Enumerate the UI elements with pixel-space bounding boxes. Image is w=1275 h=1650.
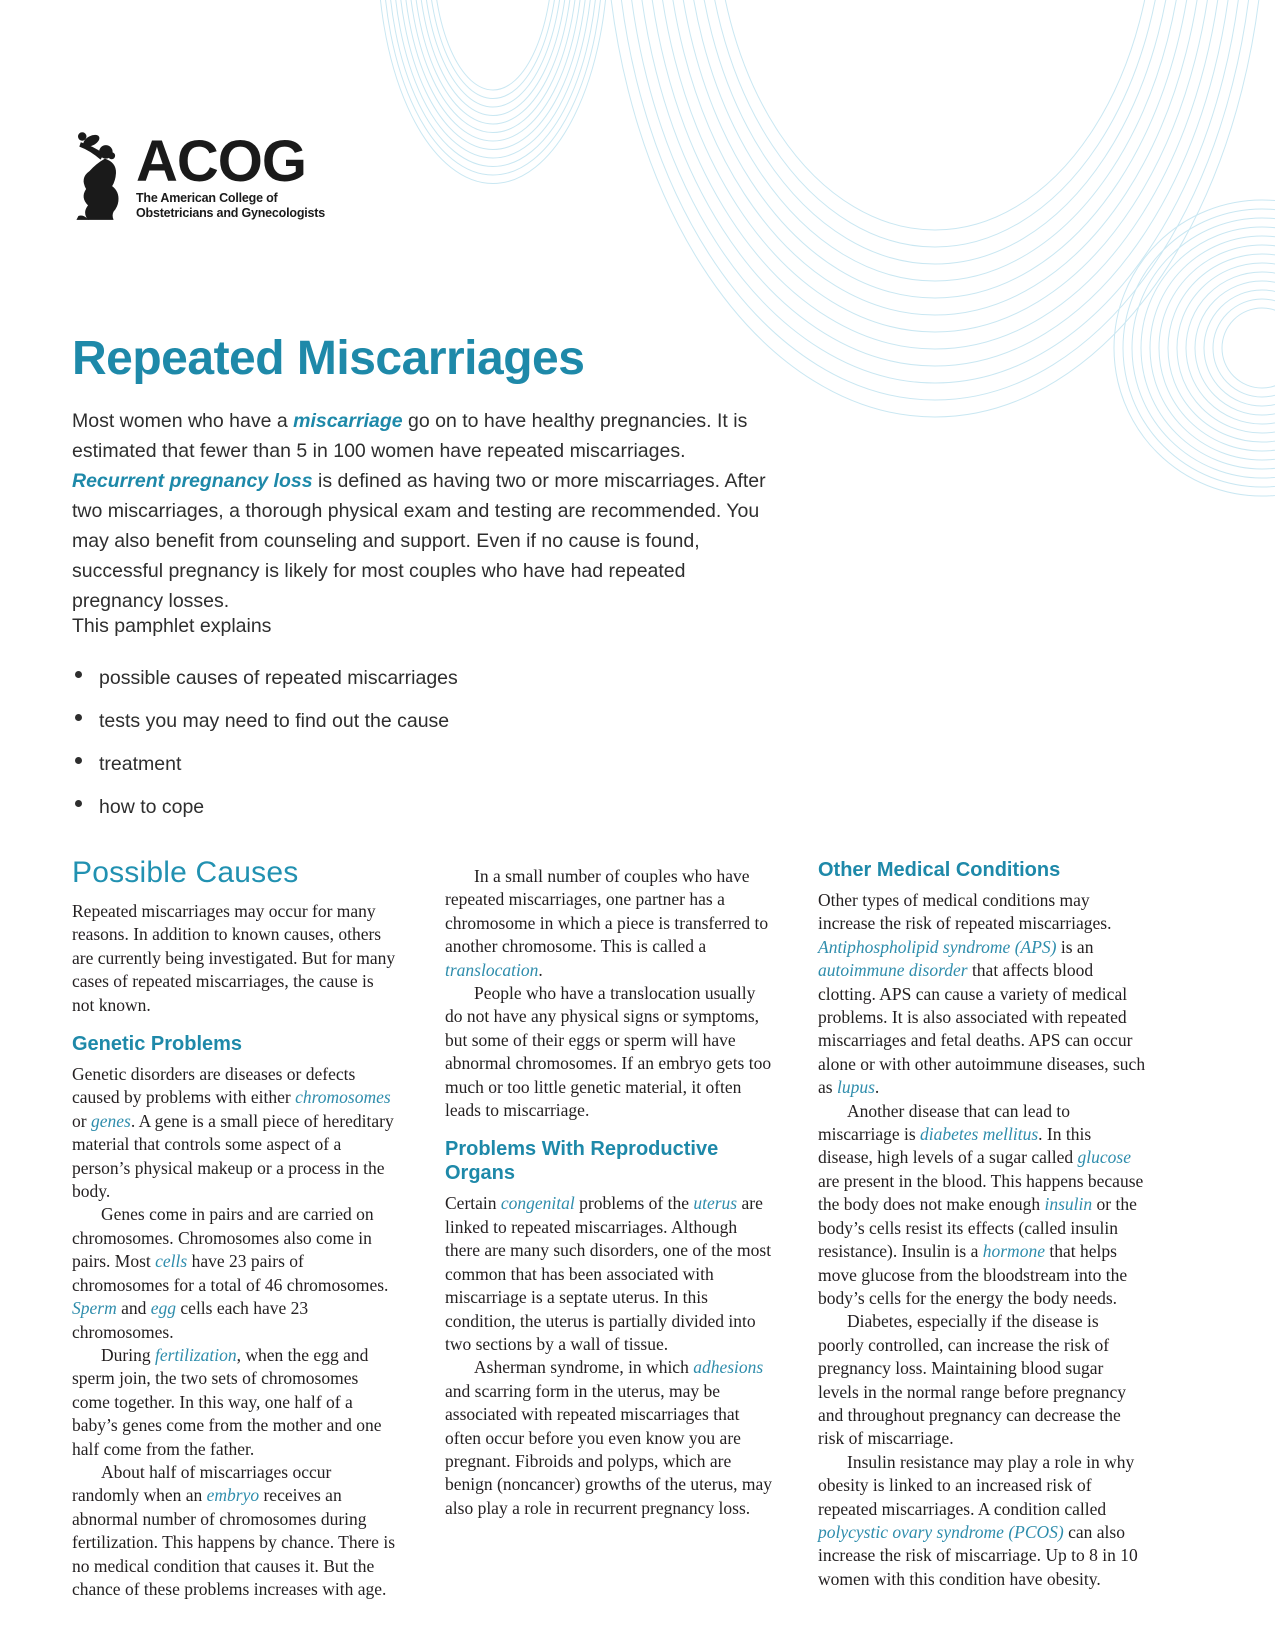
- acog-wordmark: [136, 128, 325, 220]
- acog-tagline: [136, 191, 325, 220]
- acog-logo: [75, 128, 325, 224]
- acog-tagline-line2: Obstetricians and Gynecologists: [136, 205, 325, 220]
- bullet-item: tests you may need to find out the cause: [72, 707, 772, 735]
- acog-tagline-line1: The American College of: [136, 191, 278, 205]
- subheading-reproductive-organs: Problems With Reproductive Organs: [445, 1138, 719, 1185]
- pamphlet-lead: This pamphlet explains: [72, 615, 272, 637]
- pamphlet-overview: [72, 612, 772, 836]
- section-heading-possible-causes: Possible Causes: [72, 856, 299, 889]
- body-paragraph: People who have a translocation usually do not have any physical signs or symptoms, but some of their eggs or sperm will have abnormal chromosomes. If an embryo gets too much or too little genetic material, it often leads to miscarriage.: [445, 983, 772, 1121]
- body-paragraph: Genes come in pairs and are carried on chromosomes. Chromosomes also come in pairs. Most cells have 23 pairs of chromosomes for a total of 46 chromosomes. Sperm and egg cells each have 23 chromosomes.: [72, 1204, 389, 1342]
- bullet-item: treatment: [72, 750, 772, 778]
- subheading-other-medical-conditions: Other Medical Conditions: [818, 859, 1061, 881]
- column-reproductive-organs: [445, 856, 773, 1601]
- intro-paragraph: Most women who have a miscarriage go on to have healthy pregnancies. It is estimated that fewer than 5 in 100 women have repeated miscarriages. Recurrent pregnancy loss is defined as having two or more miscarriages. After two miscarriages, a thorough physical exam and testing are recommended. You may also benefit from counseling and support. Even if no cause is found, successful pregnancy is likely for most couples who have had repeated pregnancy losses.: [72, 409, 766, 612]
- bullet-item: how to cope: [72, 793, 772, 821]
- body-paragraph: Certain congenital problems of the uterus are linked to repeated miscarriages. Although there are many such disorders, one of the most common that has been associated with miscarriage is a septate uterus. In this condition, the uterus is partially divided into two sections by a wall of tissue.: [445, 1193, 772, 1354]
- body-paragraph: Diabetes, especially if the disease is poorly controlled, can increase the risk of pregnancy loss. Maintaining blood sugar levels in the normal range before pregnancy and throughout pregnancy can decrease the risk of miscarriage.: [818, 1311, 1127, 1449]
- subheading-genetic-problems: Genetic Problems: [72, 1033, 243, 1056]
- body-paragraph: Genetic disorders are diseases or defects caused by problems with either chromosomes or genes. A gene is a small piece of hereditary material that controls some aspect of a person’s physical makeup or a process in the body.: [72, 1064, 394, 1202]
- acog-figure-icon: [75, 128, 129, 224]
- body-paragraph: Insulin resistance may play a role in why obesity is linked to an increased risk of repeated miscarriages. A condition called polycystic ovary syndrome (PCOS) can also increase the risk of miscarriage. Up to 8 in 10 women with this condition have obesity.: [818, 1451, 1138, 1589]
- body-paragraph: Other types of medical conditions may increase the risk of repeated miscarriages. Antiphospholipid syndrome (APS) is an autoimmune disorder that affects blood clotting. APS can cause a variety of medical problems. It is also associated with repeated miscarriages and fetal deaths. APS can occur alone or with other autoimmune diseases, such as lupus.: [818, 890, 1146, 1098]
- body-paragraph: About half of miscarriages occur randomly when an embryo receives an abnormal number of chromosomes during fertilization. This happens by chance. There is no medical condition that causes it. But the chance of these problems increases with age.: [72, 1461, 395, 1599]
- pamphlet-bullet-list: [72, 664, 772, 821]
- acog-acronym: ACOG: [136, 129, 306, 194]
- body-paragraph: Asherman syndrome, in which adhesions and scarring form in the uterus, may be associated with repeated miscarriages that often occur before you even know you are pregnant. Fibroids and polyps, which are benign (noncancer) growths of the uterus, may also play a role in recurrent pregnancy loss.: [445, 1357, 773, 1518]
- body-paragraph: During fertilization, when the egg and sperm join, the two sets of chromosomes come together. In this way, one half of a baby’s genes come from the mother and one half come from the father.: [72, 1344, 382, 1459]
- body-columns: [72, 856, 1145, 1601]
- body-paragraph: Another disease that can lead to miscarriage is diabetes mellitus. In this disease, high levels of a sugar called glucose are present in the blood. This happens because the body does not make enough insulin or the body’s cells resist its effects (called insulin resistance). Insulin is a hormone that helps move glucose from the bloodstream into the body’s cells for the energy the body needs.: [818, 1100, 1144, 1308]
- column-possible-causes: [72, 856, 400, 1601]
- page-title: Repeated Miscarriages: [72, 332, 585, 386]
- column-other-medical-conditions: [818, 856, 1146, 1601]
- bullet-item: possible causes of repeated miscarriages: [72, 664, 772, 692]
- body-paragraph: In a small number of couples who have repeated miscarriages, one partner has a chromosome in which a piece is transferred to another chromosome. This is called a translocation.: [445, 866, 769, 980]
- body-paragraph: Repeated miscarriages may occur for many reasons. In addition to known causes, others are currently being investigated. But for many cases of repeated miscarriages, the cause is not known.: [72, 901, 396, 1015]
